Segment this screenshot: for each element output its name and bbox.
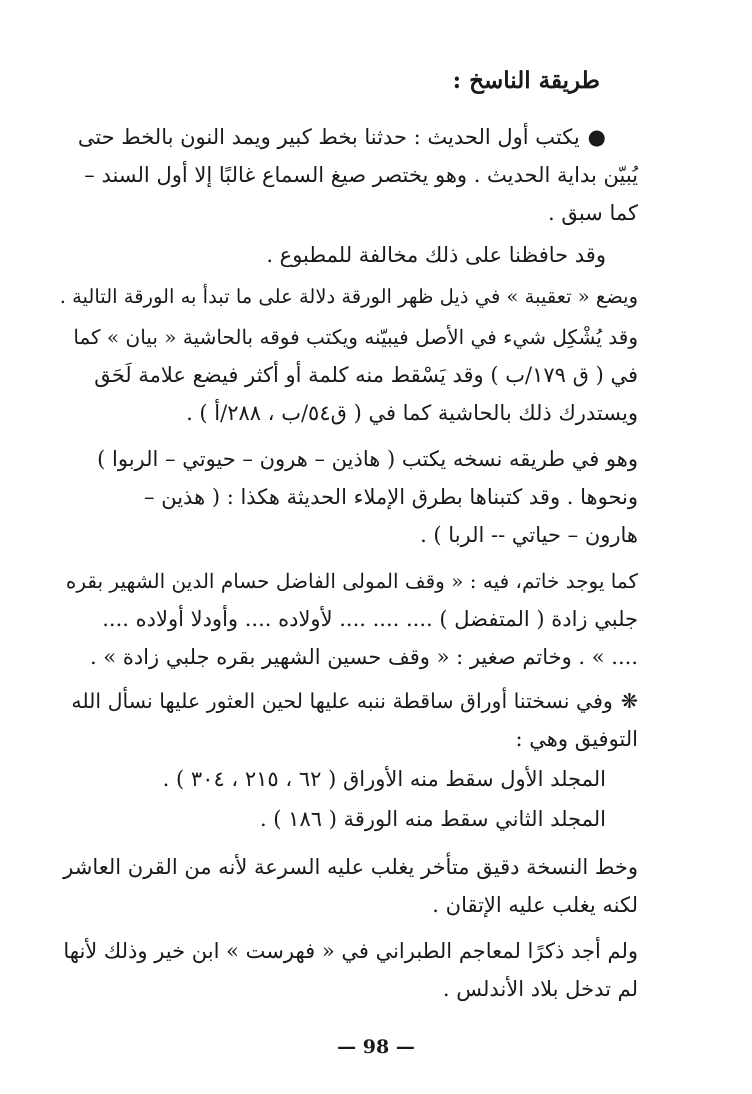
- page-number: — 98 —: [337, 1036, 415, 1058]
- paragraph-text: يكتب أول الحديث : حدثنا بخط كبير ويمد النون بالخط حتى: [77, 125, 580, 149]
- star-ornament-icon: ❋: [620, 689, 638, 713]
- paragraph-line: كما سبق .: [547, 201, 638, 225]
- paragraph-line: هارون – حياتي -- الربا ) .: [420, 523, 638, 547]
- paragraph-text: وفي نسختنا أوراق ساقطة ننبه عليها لحين العثور عليها نسأل الله: [71, 689, 613, 713]
- bullet-dot-icon: ●: [587, 125, 606, 149]
- paragraph-line: جلبي زادة ( المتفضل ) .... .... .... لأولاده .... وأودلا أولاده ....: [102, 607, 638, 631]
- paragraph-line: وقد حافظنا على ذلك مخالفة للمطبوع .: [266, 243, 606, 267]
- section-heading: طريقة الناسخ :: [452, 67, 600, 94]
- paragraph-line: [78, 122, 606, 152]
- paragraph-line: ويضع « تعقيبة » في ذيل ظهر الورقة دلالة على ما تبدأ به الورقة التالية .: [59, 285, 638, 308]
- paragraph-line: ونحوها . وقد كتبناها بطرق الإملاء الحديثة هكذا : ( هذين –: [144, 485, 638, 509]
- paragraph-line: [71, 686, 638, 716]
- paragraph-line: كما يوجد خاتم، فيه : « وقف المولى الفاضل حسام الدين الشهير بقره: [65, 569, 638, 593]
- paragraph-line: لكنه يغلب عليه الإتقان .: [432, 893, 638, 917]
- paragraph-line: وخط النسخة دقيق متأخر يغلب عليه السرعة لأنه من القرن العاشر: [63, 855, 638, 879]
- paragraph-line: وقد يُشْكِل شيء في الأصل فيبيّنه ويكتب فوقه بالحاشية « بيان » كما: [73, 325, 638, 349]
- paragraph-line: ولم أجد ذكرًا لمعاجم الطبراني في « فهرست » ابن خير وذلك لأنها: [63, 939, 638, 963]
- missing-pages-vol2: المجلد الثاني سقط منه الورقة ( ١٨٦ ) .: [259, 807, 606, 831]
- paragraph-line: يُبيّن بداية الحديث . وهو يختصر صيغ السماع غالبًا إلا أول السند –: [84, 163, 638, 187]
- paragraph-line: .... » . وخاتم صغير : « وقف حسين الشهير بقره جلبي زادة » .: [89, 645, 638, 669]
- paragraph-line: في ( ق ١٧٩/ب ) وقد يَسْقط منه كلمة أو أكثر فيضع علامة لَحَق: [94, 363, 638, 387]
- paragraph-line: ويستدرك ذلك بالحاشية كما في ( ق٥٤/ب ، ٢٨٨/أ ) .: [186, 401, 638, 425]
- paragraph-line: لم تدخل بلاد الأندلس .: [442, 977, 638, 1001]
- paragraph-line: التوفيق وهي :: [515, 727, 638, 751]
- paragraph-line: وهو في طريقه نسخه يكتب ( هاذين – هرون – حيوتي – الربوا ): [97, 447, 638, 471]
- missing-pages-vol1: المجلد الأول سقط منه الأوراق ( ٦٢ ، ٢١٥ ، ٣٠٤ ) .: [162, 767, 606, 791]
